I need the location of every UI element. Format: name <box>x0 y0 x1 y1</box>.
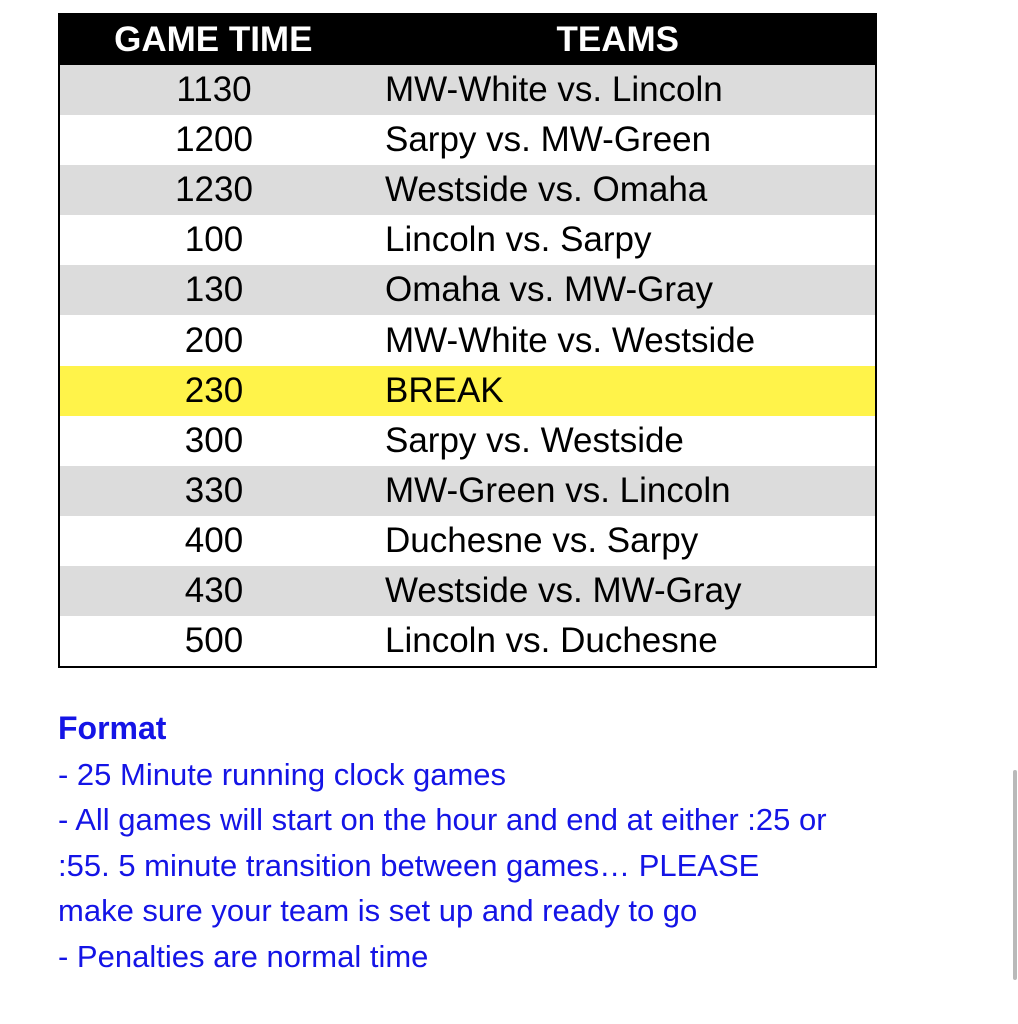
row-teams: Duchesne vs. Sarpy <box>385 520 699 560</box>
table-row <box>60 516 875 566</box>
row-teams: Lincoln vs. Sarpy <box>385 220 652 260</box>
table-row <box>60 466 875 516</box>
table-row <box>60 315 875 365</box>
row-time: 1200 <box>175 120 253 160</box>
row-teams: Sarpy vs. Westside <box>385 420 684 460</box>
format-line: make sure your team is set up and ready to go <box>58 893 698 928</box>
row-time: 1130 <box>176 70 252 110</box>
row-time: 300 <box>184 420 244 460</box>
row-teams: BREAK <box>385 370 504 410</box>
table-row <box>60 566 875 616</box>
row-teams: Omaha vs. MW-Gray <box>385 270 714 310</box>
scrollbar[interactable] <box>1013 770 1017 980</box>
table-row <box>60 165 875 215</box>
table-row <box>60 265 875 315</box>
row-time: 200 <box>184 320 244 360</box>
row-teams: Westside vs. MW-Gray <box>385 570 742 610</box>
row-time: 130 <box>184 270 244 310</box>
table-row <box>60 616 875 666</box>
header-teams: TEAMS <box>556 20 680 59</box>
header-game-time: GAME TIME <box>114 20 313 59</box>
format-section <box>58 706 978 979</box>
table-row <box>60 115 875 165</box>
row-time: 230 <box>184 370 244 410</box>
table-row <box>60 416 875 466</box>
row-teams: MW-White vs. Westside <box>385 320 756 360</box>
table-header <box>60 15 875 65</box>
table-row <box>60 215 875 265</box>
row-time: 100 <box>184 220 244 260</box>
row-time: 1230 <box>175 170 253 210</box>
row-time: 330 <box>184 470 244 510</box>
row-teams: MW-Green vs. Lincoln <box>385 470 731 510</box>
row-time: 500 <box>184 621 244 661</box>
schedule-table <box>58 13 877 668</box>
row-teams: MW-White vs. Lincoln <box>385 70 723 110</box>
format-line: - All games will start on the hour and end at either :25 or <box>58 802 827 837</box>
row-time: 400 <box>184 520 244 560</box>
row-teams: Lincoln vs. Duchesne <box>385 621 718 661</box>
row-time: 430 <box>184 570 244 610</box>
format-line: :55. 5 minute transition between games… PLEASE <box>58 847 760 883</box>
row-teams: Westside vs. Omaha <box>385 170 708 210</box>
format-line: - Penalties are normal time <box>58 938 429 974</box>
format-title: Format <box>58 710 167 746</box>
break-row <box>60 366 875 416</box>
table-row <box>60 65 875 115</box>
format-line: - 25 Minute running clock games <box>58 756 507 792</box>
row-teams: Sarpy vs. MW-Green <box>385 120 712 160</box>
